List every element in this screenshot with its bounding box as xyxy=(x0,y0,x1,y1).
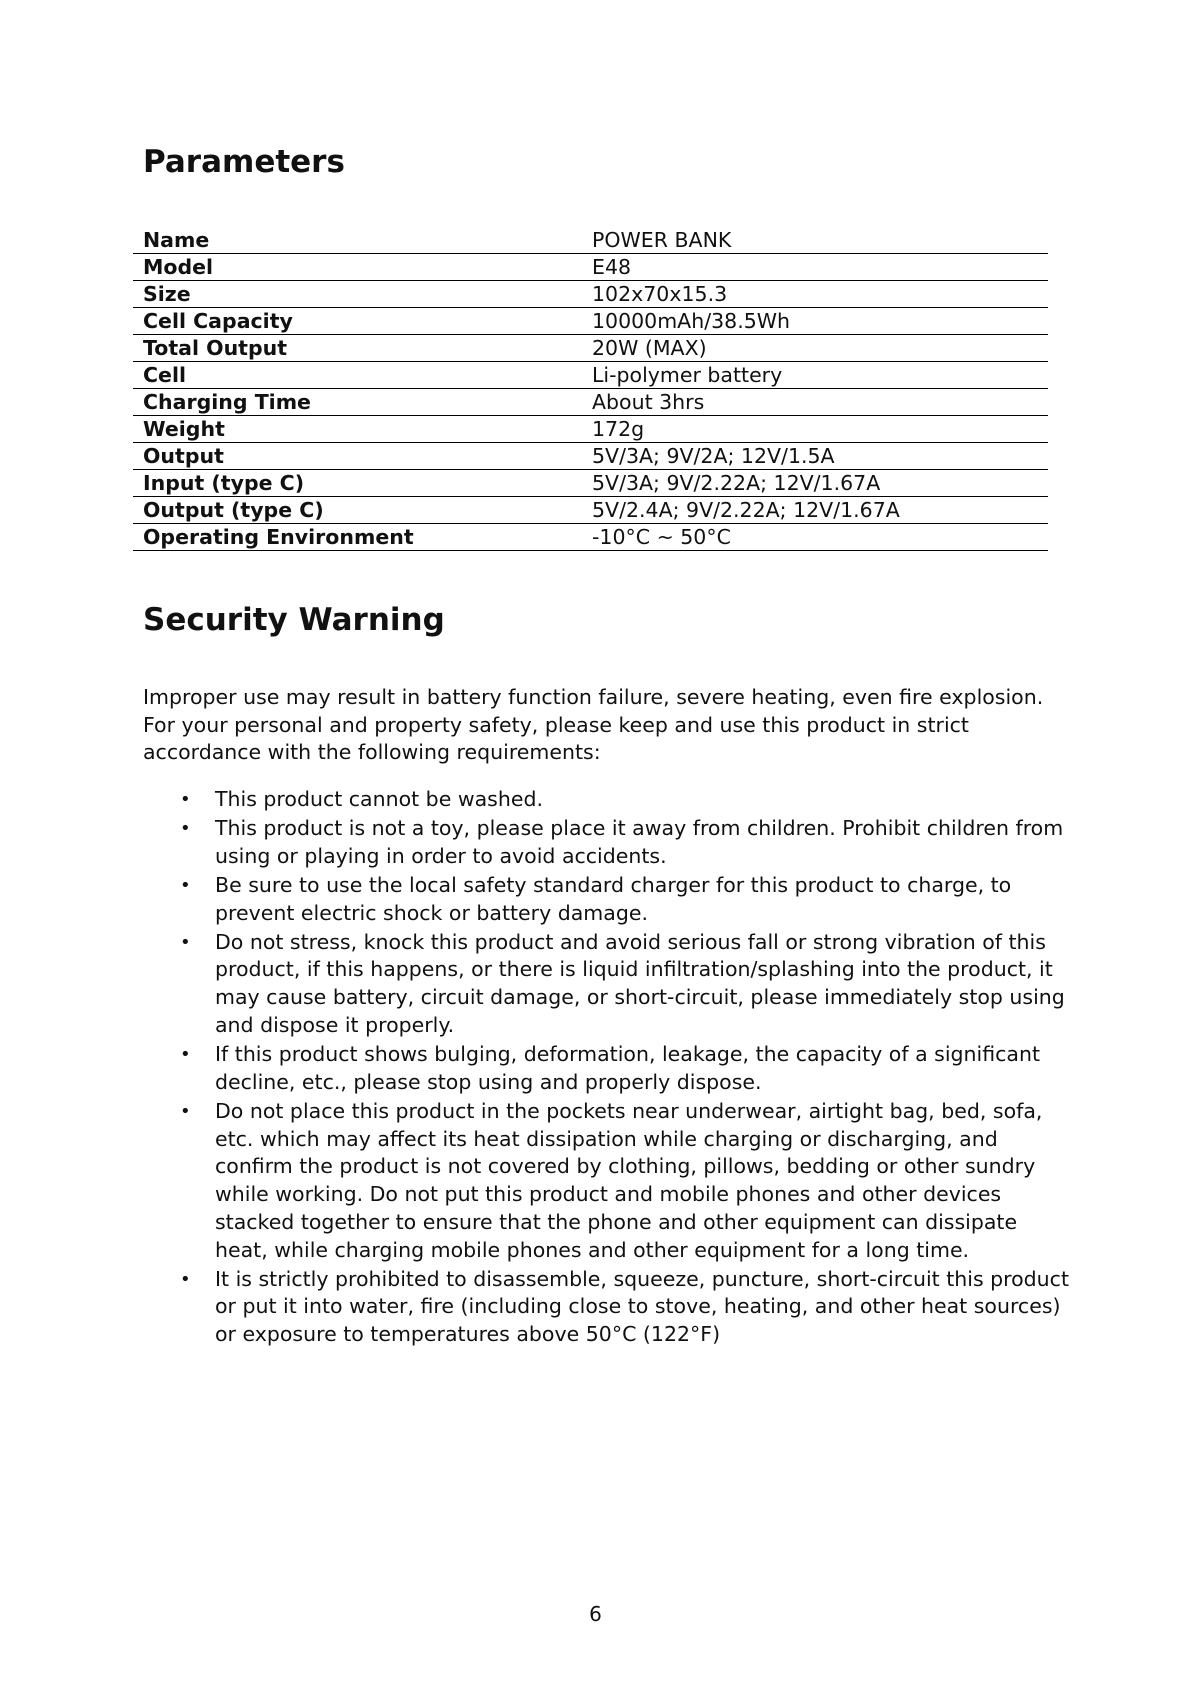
param-name: Output (type C) xyxy=(143,498,324,522)
list-item xyxy=(143,815,1073,871)
param-value: 102x70x15.3 xyxy=(592,282,728,306)
bullet-icon: • xyxy=(180,931,191,953)
page-number: 6 xyxy=(589,1602,602,1626)
table-row xyxy=(133,443,1048,470)
list-item xyxy=(143,1041,1073,1097)
param-name: Output xyxy=(143,444,224,468)
list-item xyxy=(143,1266,1073,1349)
security-intro-paragraph: Improper use may result in battery function failure, severe heating, even fire explosion. For your personal and property safety, please keep and use this product in strict accordance with the following requirements: xyxy=(143,685,1044,764)
parameters-heading: Parameters xyxy=(143,144,345,180)
param-value: Li-polymer battery xyxy=(592,363,783,387)
bullet-icon: • xyxy=(180,789,191,810)
param-value: About 3hrs xyxy=(592,390,705,414)
param-name: Size xyxy=(143,282,191,306)
param-value: E48 xyxy=(592,255,632,279)
param-name: Total Output xyxy=(143,336,288,360)
list-item-text: If this product shows bulging, deformation, leakage, the capacity of a significant decline, etc., please stop using and properly dispose. xyxy=(215,1041,1041,1094)
param-name: Input (type C) xyxy=(143,471,305,495)
table-row xyxy=(133,281,1048,308)
bullet-icon: • xyxy=(180,1100,191,1122)
param-value: 10000mAh/38.5Wh xyxy=(592,309,791,333)
param-name: Cell Capacity xyxy=(143,309,293,333)
parameters-table xyxy=(133,227,1048,551)
table-row xyxy=(133,470,1048,497)
param-value: POWER BANK xyxy=(592,228,732,252)
bullet-icon: • xyxy=(180,874,191,896)
param-value: -10°C ~ 50°C xyxy=(592,525,731,549)
param-name: Weight xyxy=(143,417,225,441)
list-item-text: Do not stress, knock this product and avoid serious fall or strong vibration of this product, if this happens, or there is liquid infiltration/splashing into the product, it may cause battery, circuit damage, or short-circuit, please immediately stop using and dispose it properly. xyxy=(215,929,1065,1037)
table-row xyxy=(133,389,1048,416)
bullet-icon: • xyxy=(180,1268,191,1290)
list-item-text: This product is not a toy, please place it away from children. Prohibit children from using or playing in order to avoid accidents. xyxy=(215,815,1064,868)
security-warning-list xyxy=(143,786,1073,1350)
table-row xyxy=(133,524,1048,551)
list-item xyxy=(143,929,1073,1040)
table-row xyxy=(133,497,1048,524)
list-item-text: Be sure to use the local safety standard charger for this product to charge, to prevent electric shock or battery damage. xyxy=(215,872,1012,925)
param-name: Operating Environment xyxy=(143,525,414,549)
list-item xyxy=(143,872,1073,928)
list-item-text: It is strictly prohibited to disassemble, squeeze, puncture, short-circuit this product or put it into water, fire (including close to stove, heating, and other heat sources) or exposure to temperatures above 50°C (122°F) xyxy=(215,1266,1069,1347)
param-name: Model xyxy=(143,255,214,279)
param-value: 5V/3A; 9V/2A; 12V/1.5A xyxy=(592,444,835,468)
table-row xyxy=(133,308,1048,335)
table-row xyxy=(133,254,1048,281)
bullet-icon: • xyxy=(180,817,191,839)
table-row xyxy=(133,362,1048,389)
list-item-text: This product cannot be washed. xyxy=(215,787,543,811)
table-row xyxy=(133,416,1048,443)
list-item-text: Do not place this product in the pockets near underwear, airtight bag, bed, sofa, etc. which may affect its heat dissipation while charging or discharging, and confirm the product is not covered by clothing, pillows, bedding or other sundry while working. Do not put this product and mobile phones and other devices stacked together to ensure that the phone and other equipment can dissipate heat, while charging mobile phones and other equipment for a long time. xyxy=(215,1098,1043,1262)
list-item xyxy=(143,786,1073,814)
param-value: 172g xyxy=(592,417,645,441)
table-row xyxy=(133,335,1048,362)
list-item xyxy=(143,1098,1073,1265)
param-name: Name xyxy=(143,228,210,252)
table-row xyxy=(133,227,1048,254)
bullet-icon: • xyxy=(180,1043,191,1065)
param-name: Charging Time xyxy=(143,390,311,414)
param-value: 20W (MAX) xyxy=(592,336,707,360)
param-name: Cell xyxy=(143,363,187,387)
param-value: 5V/3A; 9V/2.22A; 12V/1.67A xyxy=(592,471,881,495)
param-value: 5V/2.4A; 9V/2.22A; 12V/1.67A xyxy=(592,498,900,522)
security-warning-heading: Security Warning xyxy=(143,602,445,638)
